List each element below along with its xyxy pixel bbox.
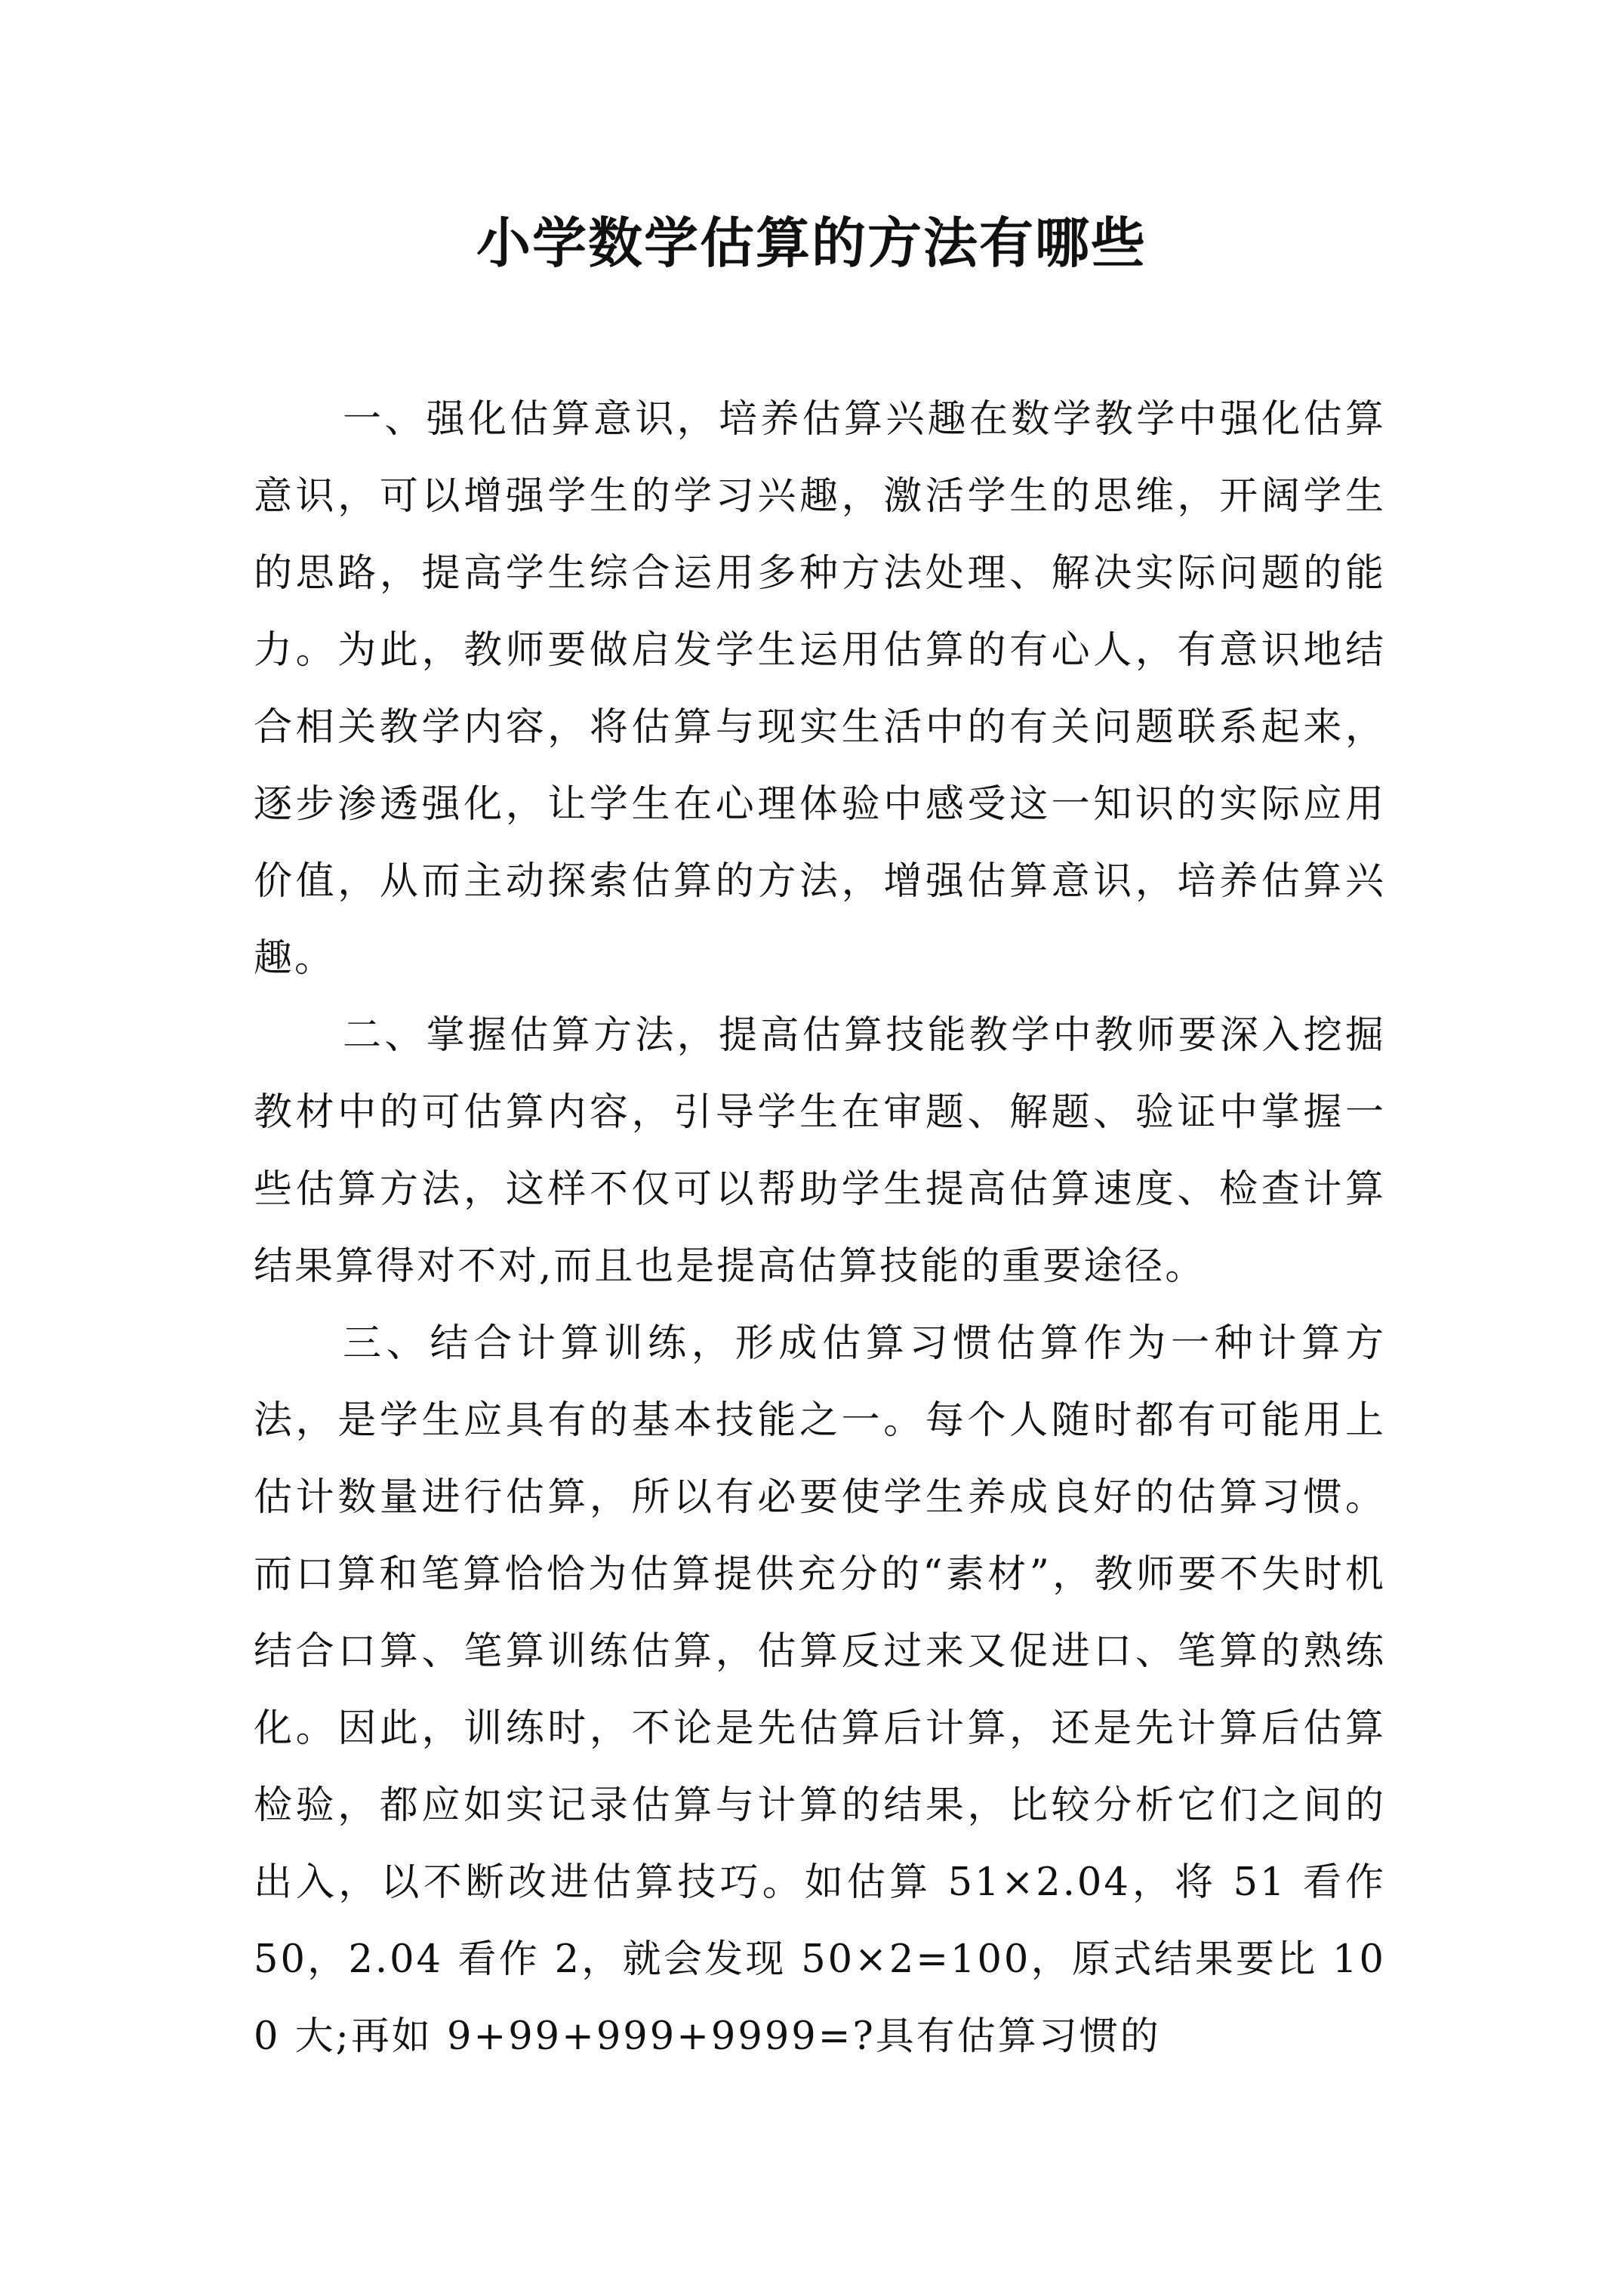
paragraph-1: 一、强化估算意识，培养估算兴趣在数学教学中强化估算意识，可以增强学生的学习兴趣，激活学生的思维，开阔学生的思路，提高学生综合运用多种方法处理、解决实际问题的能力。为此，教师要做启发学生运用估算的有心人，有意识地结合相关教学内容，将估算与现实生活中的有关问题联系起来，逐步渗透强化，让学生在心理体验中感受这一知识的实际应用价值，从而主动探索估算的方法，增强估算意识，培养估算兴趣。 (254, 397, 1386, 981)
paragraph-3: 三、结合计算训练，形成估算习惯估算作为一种计算方法，是学生应具有的基本技能之一。每个人随时都有可能用上估计数量进行估算，所以有必要使学生养成良好的估算习惯。而口算和笔算恰恰为估算提供充分的“素材”，教师要不失时机结合口算、笔算训练估算，估算反过来又促进口、笔算的熟练化。因此，训练时，不论是先估算后计算，还是先计算后估算检验，都应如实记录估算与计算的结果，比较分析它们之间的出入，以不断改进估算技巧。如估算 51×2.04，将 51 看作 50，2.04 看作 2，就会发现 50×2=100，原式结果要比 100 大;再如 9+99+999+9999=?具有估算习惯的 (254, 1321, 1386, 2059)
paragraph-2: 二、掌握估算方法，提高估算技能教学中教师要深入挖掘教材中的可估算内容，引导学生在审题、解题、验证中掌握一些估算方法，这样不仅可以帮助学生提高估算速度、检查计算结果算得对不对,而且也是提高估算技能的重要途径。 (254, 1013, 1386, 1289)
document-title: 小学数学估算的方法有哪些 (476, 211, 1147, 275)
document-body (254, 381, 1386, 2076)
